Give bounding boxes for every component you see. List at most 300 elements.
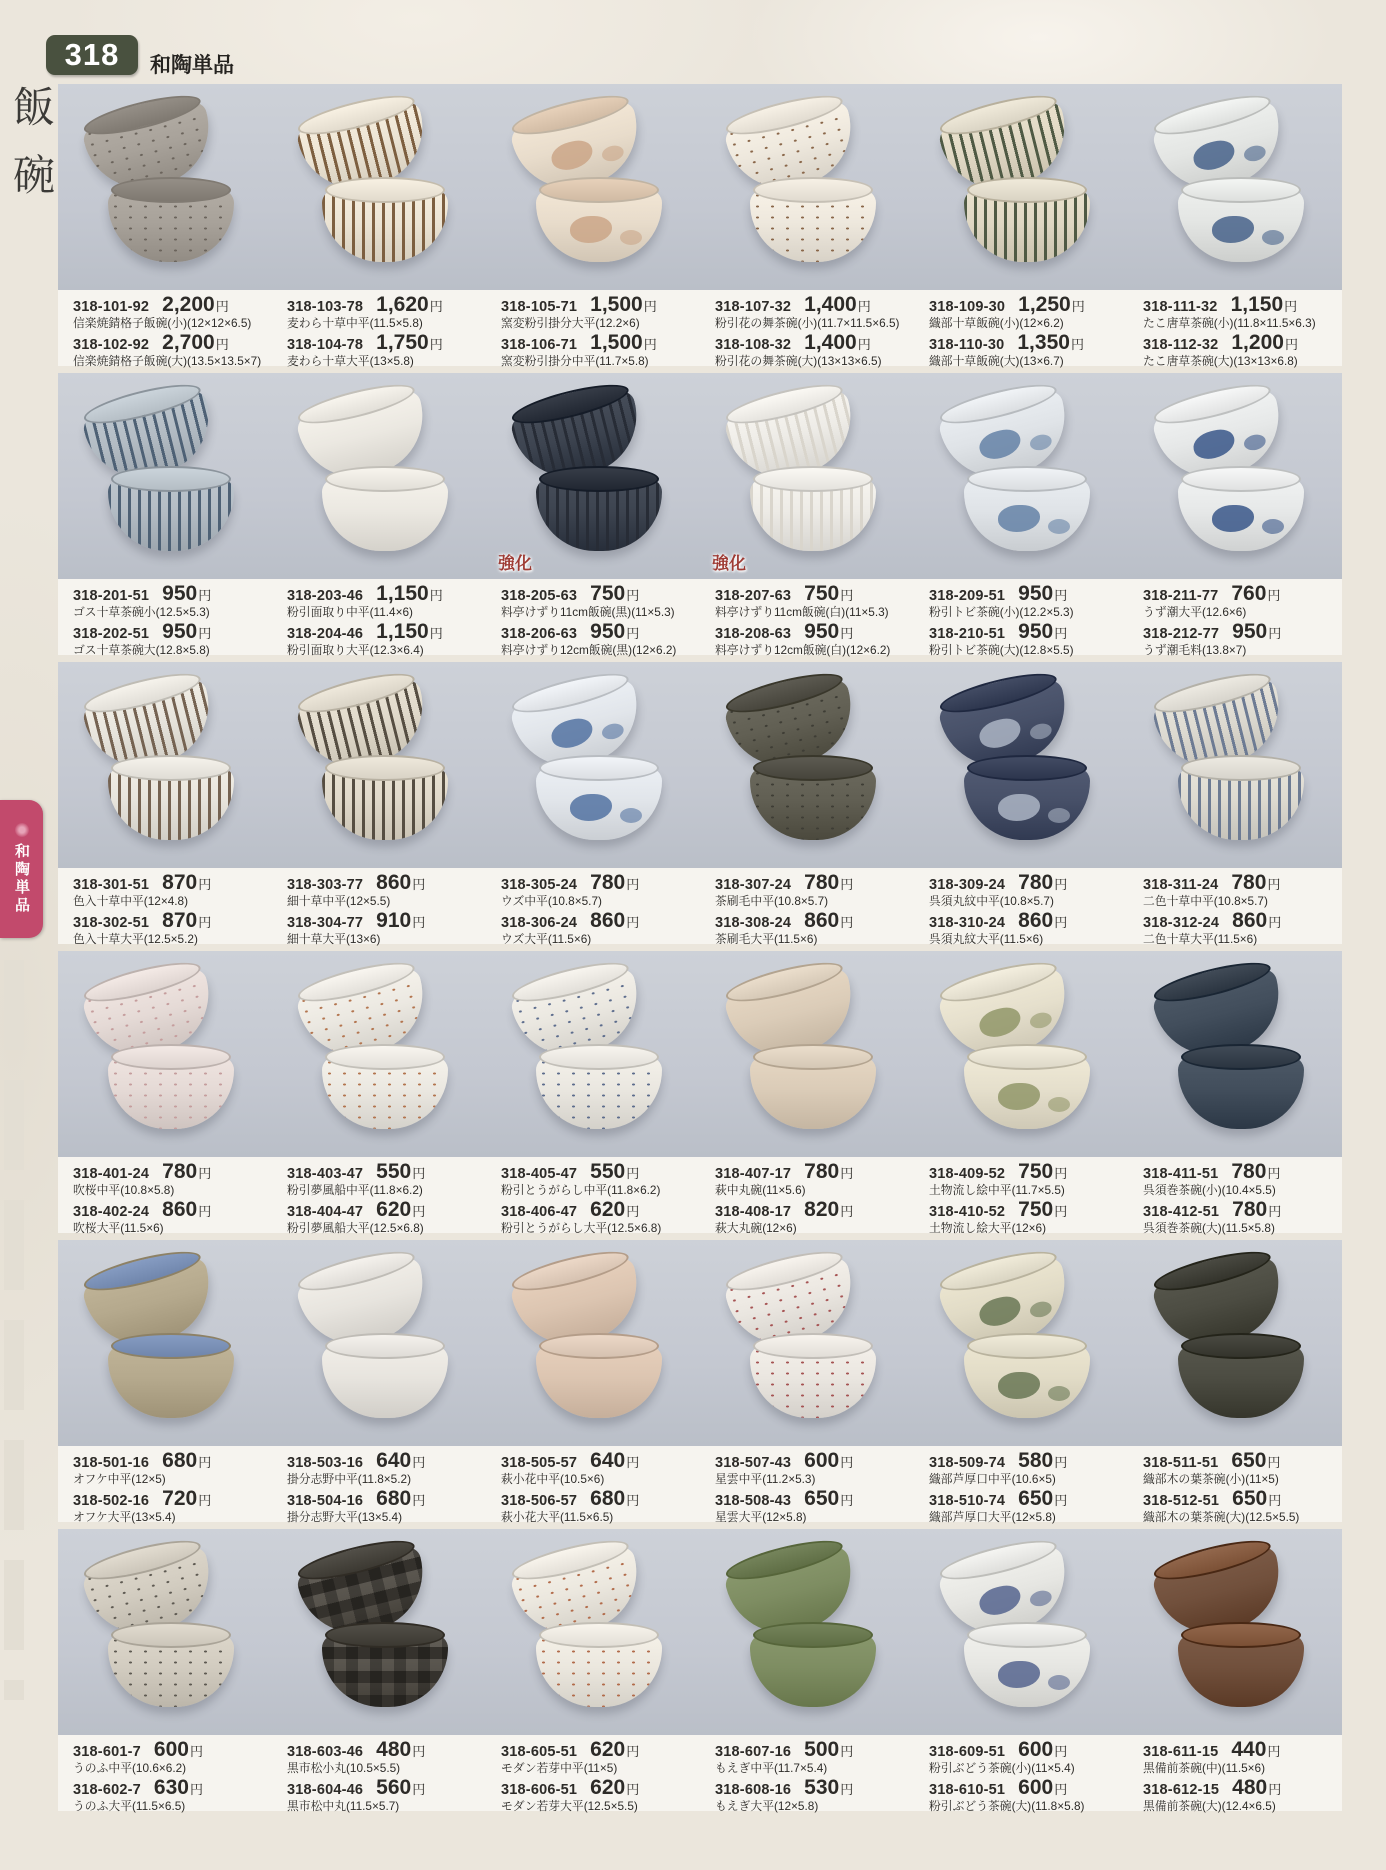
- product-price: 1,150: [376, 582, 429, 605]
- product-price: 500: [804, 1738, 840, 1761]
- currency-suffix: 円: [412, 1744, 426, 1759]
- glaze-motif: [570, 794, 612, 821]
- photo-strip: [58, 373, 1342, 579]
- product-code: 318-611-15: [1143, 1744, 1219, 1760]
- glaze-motif: [548, 137, 595, 173]
- product-info: [272, 871, 486, 944]
- product-photo: [272, 951, 486, 1157]
- currency-suffix: 円: [626, 1781, 640, 1797]
- glaze-motif: [976, 1004, 1023, 1040]
- product-code: 318-504-16: [287, 1492, 364, 1509]
- currency-suffix: 円: [1054, 1455, 1068, 1470]
- product-price: 1,500: [590, 330, 643, 354]
- product-info: [272, 293, 486, 366]
- product-code: 318-301-51: [73, 877, 150, 893]
- product-description: 粉引面取り中平(11.4×6): [287, 605, 413, 619]
- product-price: 1,400: [804, 330, 857, 354]
- product-code: 318-306-24: [501, 914, 578, 931]
- product-price: 680: [590, 1486, 626, 1510]
- currency-suffix: 円: [1054, 1744, 1068, 1759]
- currency-suffix: 円: [198, 1203, 212, 1219]
- product-code-price: [929, 910, 1128, 931]
- product-price: 680: [376, 1486, 412, 1510]
- bowl-rim: [111, 1044, 231, 1070]
- product-description: 黒市松小丸(10.5×5.5): [287, 1761, 401, 1775]
- product-photo: [486, 84, 700, 290]
- bowl-rim: [81, 955, 204, 1009]
- bowl-rim: [509, 666, 632, 720]
- product-photo: [914, 84, 1128, 290]
- product-info: [1128, 1160, 1342, 1233]
- currency-suffix: 円: [198, 1492, 212, 1508]
- bowl-rim: [509, 1244, 632, 1298]
- currency-suffix: 円: [215, 299, 229, 314]
- product-photo: [914, 662, 1128, 868]
- bowl-illustration: [750, 190, 876, 262]
- product-info: [58, 582, 272, 655]
- bowl-illustration: [536, 768, 662, 840]
- product-code-price: [1143, 1739, 1342, 1760]
- currency-suffix: 円: [412, 877, 426, 892]
- product-price: 1,150: [376, 619, 429, 643]
- product-code: 318-509-74: [929, 1455, 1006, 1471]
- bowl-rim: [325, 1622, 445, 1648]
- glaze-motif: [976, 426, 1023, 462]
- product-description: 黒備前茶碗(中)(11.5×6): [1143, 1761, 1266, 1775]
- product-photo: [58, 1529, 272, 1735]
- product-code-price: [501, 1450, 700, 1471]
- currency-suffix: 円: [840, 1744, 854, 1759]
- bowl-illustration: [964, 1635, 1090, 1707]
- bowl-illustration: [1178, 190, 1304, 262]
- product-info: [486, 293, 700, 366]
- product-code-price: [1143, 332, 1342, 353]
- product-price: 760: [1231, 582, 1267, 605]
- bowl-rim: [1151, 1244, 1274, 1298]
- product-code: 318-506-57: [501, 1492, 578, 1509]
- bowl-illustration: [108, 1346, 234, 1418]
- product-code-price: [929, 1199, 1128, 1220]
- product-description: 呉須巻茶碗(大)(11.5×5.8): [1143, 1220, 1275, 1235]
- currency-suffix: 円: [1267, 877, 1281, 892]
- glaze-motif: [976, 1293, 1023, 1329]
- product-price: 1,350: [1017, 330, 1070, 354]
- bowl-rim: [753, 466, 873, 492]
- product-description: 料亭けずり11cm飯碗(黒)(11×5.3): [501, 605, 675, 619]
- bowl-illustration: [536, 190, 662, 262]
- bowl-rim: [539, 1622, 659, 1648]
- product-code-price: [73, 583, 272, 604]
- product-code-price: [73, 332, 272, 353]
- product-description: 星雲中平(11.2×5.3): [715, 1472, 816, 1486]
- currency-suffix: 円: [1268, 625, 1282, 641]
- catalog-row: [58, 84, 1342, 366]
- product-photo: [1128, 951, 1342, 1157]
- currency-suffix: 円: [1267, 1455, 1281, 1470]
- currency-suffix: 円: [626, 1166, 640, 1181]
- product-code-price: [287, 294, 486, 315]
- product-info: [486, 871, 700, 944]
- bowl-illustration: [964, 1346, 1090, 1418]
- product-price: 750: [590, 582, 626, 605]
- product-code: 318-403-47: [287, 1166, 364, 1182]
- product-code-price: [287, 1777, 486, 1798]
- product-code: 318-204-46: [287, 625, 364, 642]
- photo-strip: [58, 951, 1342, 1157]
- product-code-price: [287, 1450, 486, 1471]
- product-photo: [272, 1240, 486, 1446]
- product-description: 粉引ぶどう茶碗(小)(11×5.4): [929, 1761, 1075, 1775]
- product-info: [1128, 1738, 1342, 1811]
- product-code: 318-401-24: [73, 1166, 150, 1182]
- product-code: 318-612-15: [1143, 1781, 1220, 1798]
- bowl-rim: [111, 177, 231, 203]
- product-code-price: [501, 1161, 700, 1182]
- bowl-illustration: [750, 768, 876, 840]
- bowl-illustration: [322, 1635, 448, 1707]
- product-price: 640: [376, 1449, 412, 1472]
- product-price: 750: [804, 582, 840, 605]
- sidebar-tab-watou-tanpin[interactable]: [0, 800, 43, 938]
- product-code-price: [929, 621, 1128, 642]
- bowl-illustration: [322, 768, 448, 840]
- bowl-rim: [723, 377, 846, 431]
- product-info: [914, 1160, 1128, 1233]
- bowl-illustration: [1178, 1057, 1304, 1129]
- product-code: 318-212-77: [1143, 625, 1220, 642]
- product-photo: [914, 373, 1128, 579]
- product-description: 吹桜中平(10.8×5.8): [73, 1183, 175, 1197]
- product-code: 318-604-46: [287, 1781, 364, 1798]
- product-info: [1128, 293, 1342, 366]
- currency-suffix: 円: [1054, 625, 1068, 641]
- glaze-motif: [998, 505, 1040, 532]
- product-description: モダン若芽中平(11×5): [501, 1761, 618, 1775]
- product-description: 茶刷毛大平(11.5×6): [715, 931, 818, 946]
- product-description: 土物流し絵中平(11.7×5.5): [929, 1183, 1065, 1197]
- currency-suffix: 円: [840, 1203, 854, 1219]
- product-description: 二色十草中平(10.8×5.7): [1143, 894, 1268, 908]
- product-price: 860: [376, 871, 412, 894]
- product-description: 織部木の葉茶碗(大)(12.5×5.5): [1143, 1509, 1300, 1524]
- bowl-rim: [509, 377, 632, 431]
- product-info: [58, 293, 272, 366]
- currency-suffix: 円: [643, 336, 657, 352]
- currency-suffix: 円: [198, 1166, 212, 1181]
- text-strip: [58, 1446, 1342, 1522]
- category-label: 和陶単品: [150, 54, 234, 77]
- bowl-rim: [295, 377, 418, 431]
- product-code: 318-305-24: [501, 877, 578, 893]
- product-price: 480: [376, 1738, 412, 1761]
- currency-suffix: 円: [1284, 336, 1298, 352]
- currency-suffix: 円: [643, 299, 657, 314]
- currency-suffix: 円: [189, 1744, 203, 1759]
- currency-suffix: 円: [198, 1455, 212, 1470]
- glaze-motif: [600, 143, 625, 163]
- product-price: 950: [1232, 619, 1268, 643]
- product-code-price: [287, 1739, 486, 1760]
- product-price: 780: [1232, 1197, 1268, 1221]
- product-photo: [700, 662, 914, 868]
- bowl-illustration: [322, 1057, 448, 1129]
- product-code: 318-601-7: [73, 1744, 141, 1760]
- product-code-price: [501, 1739, 700, 1760]
- bowl-illustration: [750, 479, 876, 551]
- currency-suffix: 円: [412, 914, 426, 930]
- product-code: 318-411-51: [1143, 1166, 1219, 1182]
- currency-suffix: 円: [198, 625, 212, 641]
- product-photo: [1128, 84, 1342, 290]
- product-code-price: [929, 1450, 1128, 1471]
- product-code-price: [501, 1777, 700, 1798]
- bowl-rim: [723, 1533, 846, 1587]
- currency-suffix: 円: [1268, 1203, 1282, 1219]
- product-code-price: [929, 872, 1128, 893]
- product-code: 318-111-32: [1143, 299, 1218, 315]
- product-description: 黒備前茶碗(大)(12.4×6.5): [1143, 1798, 1276, 1813]
- product-price: 580: [1018, 1449, 1054, 1472]
- bowl-rim: [81, 1244, 204, 1298]
- product-info: [1128, 1449, 1342, 1522]
- bowl-rim: [509, 955, 632, 1009]
- currency-suffix: 円: [840, 877, 854, 892]
- text-strip: [58, 1157, 1342, 1233]
- product-price: 550: [590, 1160, 626, 1183]
- product-price: 870: [162, 908, 198, 932]
- product-price: 1,750: [376, 330, 429, 354]
- glaze-motif: [1028, 1588, 1053, 1608]
- product-code-price: [73, 872, 272, 893]
- product-code-price: [287, 1488, 486, 1509]
- bowl-rim: [539, 466, 659, 492]
- product-description: 萩大丸碗(12×6): [715, 1220, 797, 1235]
- bowl-illustration: [964, 768, 1090, 840]
- product-price: 1,200: [1231, 330, 1284, 354]
- currency-suffix: 円: [1054, 914, 1068, 930]
- text-strip: [58, 868, 1342, 944]
- bowl-rim: [1181, 1044, 1301, 1070]
- catalog-row: [58, 951, 1342, 1233]
- product-code: 318-310-24: [929, 914, 1006, 931]
- product-price: 480: [1232, 1775, 1268, 1799]
- product-description: 織部十草飯碗(小)(12×6.2): [929, 316, 1064, 330]
- product-code: 318-101-92: [73, 299, 150, 315]
- product-description: 麦わら十草大平(13×5.8): [287, 353, 414, 368]
- product-price: 950: [1018, 619, 1054, 643]
- bowl-illustration: [1178, 479, 1304, 551]
- product-info: [58, 1738, 272, 1811]
- section-title-char: 飯: [12, 86, 55, 132]
- product-description: 織部芦厚口大平(12×5.8): [929, 1509, 1056, 1524]
- glaze-motif: [1028, 721, 1053, 741]
- currency-suffix: 円: [840, 588, 854, 603]
- product-code-price: [929, 1161, 1128, 1182]
- product-photo: [272, 1529, 486, 1735]
- currency-suffix: 円: [626, 914, 640, 930]
- product-photo: [486, 1529, 700, 1735]
- product-info: [914, 871, 1128, 944]
- product-price: 650: [1018, 1486, 1054, 1510]
- product-code: 318-206-63: [501, 625, 578, 642]
- product-code-price: [73, 294, 272, 315]
- product-photo: [700, 373, 914, 579]
- product-code: 318-312-24: [1143, 914, 1220, 931]
- product-code: 318-308-24: [715, 914, 792, 931]
- glaze-motif: [1190, 426, 1237, 462]
- bowl-rim: [325, 466, 445, 492]
- bowl-rim: [937, 1533, 1060, 1587]
- currency-suffix: 円: [1268, 914, 1282, 930]
- product-photo: [1128, 662, 1342, 868]
- product-description: 色入十草大平(12.5×5.2): [73, 931, 198, 946]
- product-info: [914, 1449, 1128, 1522]
- product-price: 780: [1231, 871, 1267, 894]
- product-description: 粉引花の舞茶碗(大)(13×13×6.5): [715, 353, 882, 368]
- product-price: 950: [1018, 582, 1054, 605]
- product-code: 318-608-16: [715, 1781, 792, 1798]
- product-description: 料亭けずり12cm飯碗(黒)(12×6.2): [501, 642, 677, 657]
- currency-suffix: 円: [412, 1203, 426, 1219]
- currency-suffix: 円: [1267, 1744, 1281, 1759]
- bowl-rim: [753, 1044, 873, 1070]
- bowl-rim: [81, 88, 204, 142]
- product-code: 318-304-77: [287, 914, 364, 931]
- product-info: [272, 582, 486, 655]
- bowl-rim: [325, 755, 445, 781]
- product-description: ウズ中平(10.8×5.7): [501, 894, 602, 908]
- product-info: [272, 1449, 486, 1522]
- product-price: 780: [804, 1160, 840, 1183]
- product-code: 318-507-43: [715, 1455, 792, 1471]
- currency-suffix: 円: [1070, 336, 1084, 352]
- bowl-rim: [295, 1244, 418, 1298]
- reinforced-badge: 強化: [712, 554, 746, 573]
- product-code-price: [73, 1199, 272, 1220]
- photo-strip: [58, 84, 1342, 290]
- product-code: 318-410-52: [929, 1203, 1006, 1220]
- product-code-price: [715, 1199, 914, 1220]
- currency-suffix: 円: [198, 914, 212, 930]
- product-code-price: [501, 294, 700, 315]
- product-description: 粉引夢風船大平(12.5×6.8): [287, 1220, 424, 1235]
- product-code-price: [929, 1777, 1128, 1798]
- text-strip: [58, 579, 1342, 655]
- product-photo: [272, 373, 486, 579]
- bowl-illustration: [1178, 768, 1304, 840]
- product-photo: [700, 84, 914, 290]
- product-description: 信楽焼錆格子飯碗(大)(13.5×13.5×7): [73, 353, 262, 368]
- product-code: 318-405-47: [501, 1166, 578, 1182]
- product-price: 560: [376, 1775, 412, 1799]
- glaze-motif: [1028, 432, 1053, 452]
- product-price: 620: [376, 1197, 412, 1221]
- product-description: もえぎ大平(12×5.8): [715, 1798, 819, 1813]
- product-code: 318-108-32: [715, 336, 792, 353]
- bowl-illustration: [750, 1057, 876, 1129]
- bowl-rim: [1181, 466, 1301, 492]
- product-code-price: [287, 583, 486, 604]
- bowl-rim: [1181, 177, 1301, 203]
- product-code-price: [287, 910, 486, 931]
- sidebar-tab-label: 和陶単品: [13, 843, 30, 915]
- product-description: 呉須丸紋中平(10.8×5.7): [929, 894, 1054, 908]
- page-number-box: [46, 35, 138, 75]
- currency-suffix: 円: [1054, 1781, 1068, 1797]
- photo-strip: [58, 662, 1342, 868]
- bowl-rim: [1151, 88, 1274, 142]
- product-photo: [486, 1240, 700, 1446]
- bowl-rim: [967, 177, 1087, 203]
- glaze-motif: [998, 1372, 1040, 1399]
- product-description: 細十草中平(12×5.5): [287, 894, 391, 908]
- currency-suffix: 円: [412, 1781, 426, 1797]
- bowl-rim: [111, 755, 231, 781]
- catalog-row: [58, 662, 1342, 944]
- product-photo: [1128, 1529, 1342, 1735]
- product-code-price: [929, 294, 1128, 315]
- bowl-rim: [295, 666, 418, 720]
- product-price: 780: [1018, 871, 1054, 894]
- currency-suffix: 円: [840, 914, 854, 930]
- product-code: 318-303-77: [287, 877, 364, 893]
- product-code: 318-104-78: [287, 336, 364, 353]
- product-description: 呉須巻茶碗(小)(10.4×5.5): [1143, 1183, 1276, 1197]
- product-code: 318-105-71: [501, 299, 578, 315]
- product-price: 910: [376, 908, 412, 932]
- glaze-motif: [1190, 137, 1237, 173]
- product-code-price: [1143, 621, 1342, 642]
- product-description: 萩中丸碗(11×5.6): [715, 1183, 806, 1197]
- product-photo: [58, 84, 272, 290]
- product-code-price: [715, 1488, 914, 1509]
- bowl-rim: [967, 755, 1087, 781]
- product-price: 860: [804, 908, 840, 932]
- product-price: 650: [804, 1486, 840, 1510]
- product-price: 750: [1018, 1197, 1054, 1221]
- product-description: 粉引トビ茶碗(小)(12.2×5.3): [929, 605, 1074, 619]
- product-code: 318-409-52: [929, 1166, 1006, 1182]
- product-price: 600: [1018, 1775, 1054, 1799]
- product-code-price: [501, 583, 700, 604]
- bowl-rim: [81, 1533, 204, 1587]
- product-code-price: [715, 294, 914, 315]
- product-description: 粉引トビ茶碗(大)(12.8×5.5): [929, 642, 1074, 657]
- currency-suffix: 円: [857, 299, 871, 314]
- currency-suffix: 円: [412, 1455, 426, 1470]
- product-code: 318-210-51: [929, 625, 1006, 642]
- bowl-rim: [1151, 377, 1274, 431]
- product-price: 620: [590, 1738, 626, 1761]
- product-info: [700, 1449, 914, 1522]
- product-code-price: [287, 621, 486, 642]
- product-code-price: [73, 621, 272, 642]
- product-info: [272, 1738, 486, 1811]
- bowl-rim: [937, 955, 1060, 1009]
- product-photo: [486, 662, 700, 868]
- bowl-rim: [753, 1622, 873, 1648]
- bowl-rim: [723, 666, 846, 720]
- bowl-rim: [325, 177, 445, 203]
- currency-suffix: 円: [626, 1492, 640, 1508]
- product-description: 細十草大平(13×6): [287, 931, 381, 946]
- product-code: 318-407-17: [715, 1166, 792, 1182]
- product-description: うず潮毛料(13.8×7): [1143, 642, 1247, 657]
- bowl-rim: [723, 88, 846, 142]
- product-description: 窯変粉引掛分大平(12.2×6): [501, 316, 640, 330]
- currency-suffix: 円: [429, 299, 443, 314]
- product-code-price: [1143, 1161, 1342, 1182]
